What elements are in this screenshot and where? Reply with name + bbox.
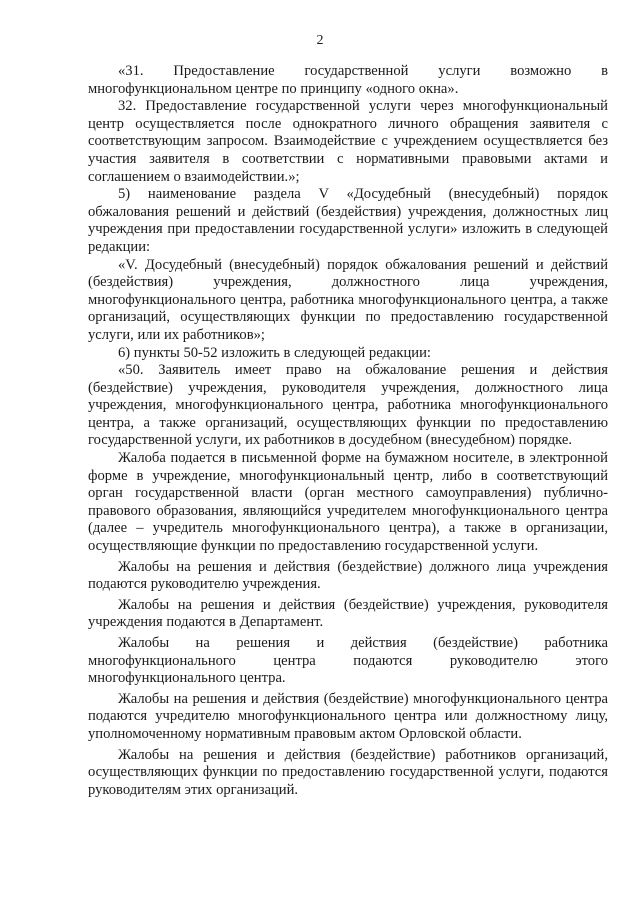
- paragraph-amendment-6: 6) пункты 50-52 изложить в следующей редакции:: [118, 344, 431, 361]
- paragraph-complaint-official: Жалобы на решения и действия (бездействие) должного лица учреждения подаются руководителю учреждения.: [88, 558, 608, 593]
- paragraph-item-32: 32. Предоставление государственной услуги через многофункциональный центр осуществляется после однократного личного обращения заявителя с соответствующим запросом. Взаимодействие с учреждением осуществляется без участия заявителя в соответствии с нормативными правовыми актами и соглашением о взаимодействии.»;: [88, 98, 608, 185]
- paragraph-complaint-mfc: Жалобы на решения и действия (бездействие) многофункционального центра подаются учредителю многофункционального центра или должностному лицу, уполномоченному нормативным правовым актом Орловской области.: [88, 690, 608, 742]
- paragraph-item-50: «50. Заявитель имеет право на обжалование решения и действия (бездействие) учреждения, руководителя учреждения, должностного лица учреждения, многофункционального центра, работника многофункционального центра, а также организаций, осуществляющих функции по предоставлению государственной услуги, их работников в досудебном (внесудебном) порядке.: [88, 362, 608, 449]
- document-body: [88, 63, 608, 799]
- paragraph-complaint-form: Жалоба подается в письменной форме на бумажном носителе, в электронной форме в учреждение, многофункциональный центр, либо в соответствующий орган государственной власти (орган местного самоуправления) публично-правового образования, являющийся учредителем многофункционального центра (далее – учредитель многофункционального центра), а также в организации, осуществляющие функции по предоставлению государственной услуги.: [88, 450, 608, 555]
- paragraph-complaint-mfc-worker: Жалобы на решения и действия (бездействие) работника многофункционального центра подаются руководителю этого многофункционального центра.: [88, 635, 608, 687]
- paragraph-section-v-title: «V. Досудебный (внесудебный) порядок обжалования решений и действий (бездействия) учреждения, должностного лица учреждения, многофункционального центра, работника многофункционального центра, а также организаций, осуществляющих функции по предоставлению государственной услуги, или их работников»;: [88, 256, 608, 343]
- page-number: 2: [316, 33, 324, 48]
- paragraph-complaint-organizations: Жалобы на решения и действия (бездействие) работников организаций, осуществляющих функции по предоставлению государственной услуги, подаются руководителям этих организаций.: [88, 746, 608, 798]
- paragraph-complaint-institution: Жалобы на решения и действия (бездействие) учреждения, руководителя учреждения подаются в Департамент.: [88, 596, 608, 631]
- paragraph-amendment-5: 5) наименование раздела V «Досудебный (внесудебный) порядок обжалования решений и действий (бездействия) учреждения, должностных лиц учреждения при предоставлении государственной услуги» изложить в следующей редакции:: [88, 186, 608, 255]
- paragraph-item-31: «31. Предоставление государственной услуги возможно в многофункциональном центре по принципу «одного окна».: [88, 63, 608, 97]
